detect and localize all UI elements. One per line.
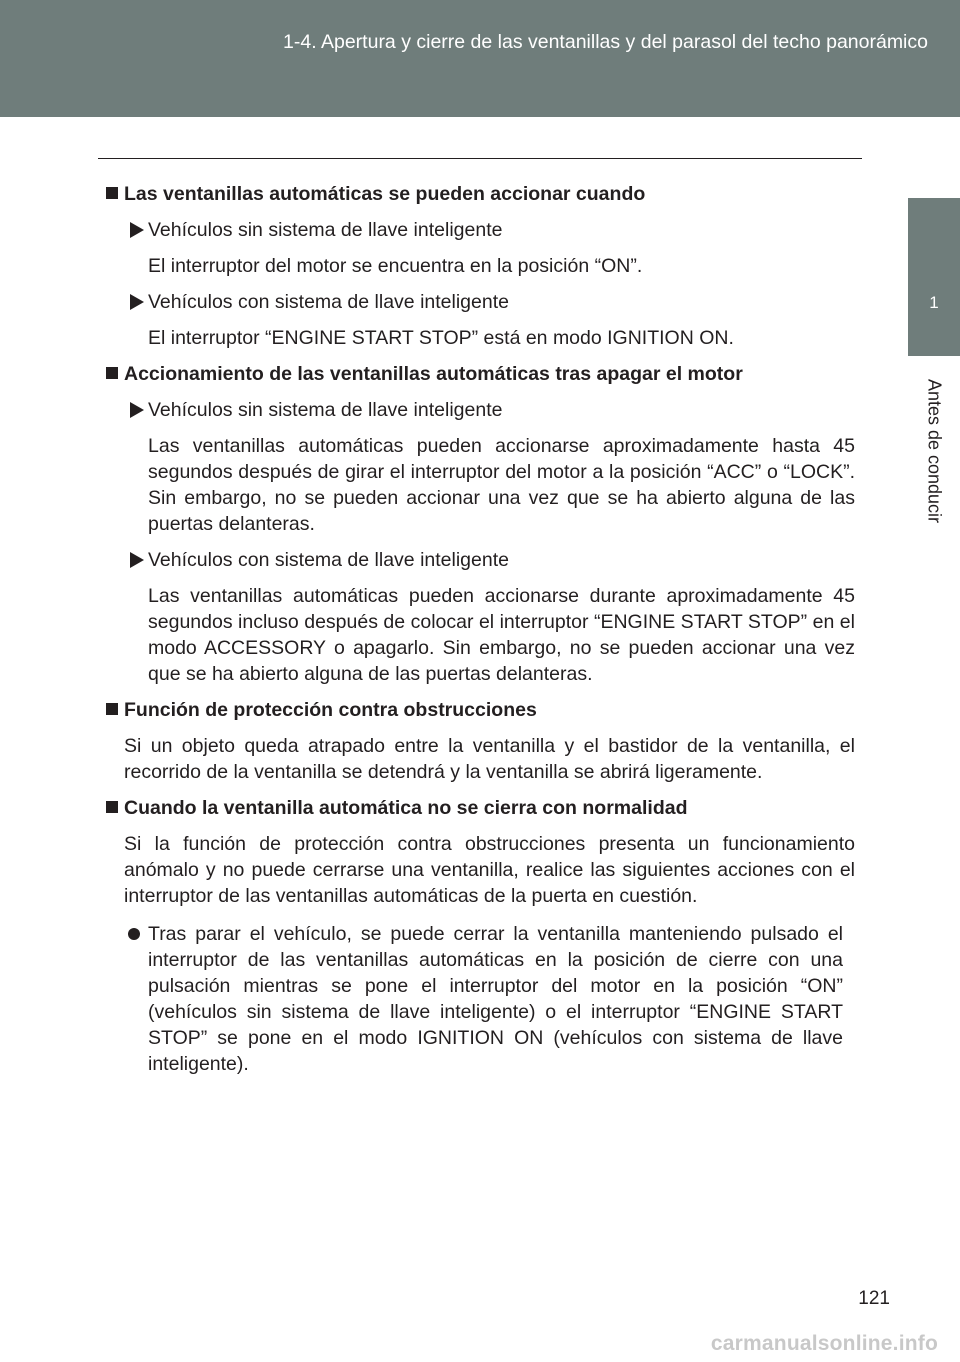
sub-heading: Vehículos con sistema de llave inteligente [130,289,855,315]
section-title: 1-4. Apertura y cierre de las ventanillas y del parasol del techo panorámico [283,31,928,53]
section-heading: Función de protección contra obstrucciones [100,697,855,723]
section-heading: Las ventanillas automáticas se pueden accionar cuando [100,181,855,207]
section-heading: Accionamiento de las ventanillas automáticas tras apagar el motor [100,361,855,387]
paragraph: El interruptor “ENGINE START STOP” está en modo IGNITION ON. [148,327,734,349]
paragraph: Si un objeto queda atrapado entre la ventanilla y el bastidor de la ventanilla, el recorrido de la ventanilla se detendrá y la ventanilla se abrirá ligeramente. [124,735,855,783]
section-heading: Cuando la ventanilla automática no se cierra con normalidad [100,795,855,821]
page-content [100,181,855,1077]
paragraph: Si la función de protección contra obstrucciones presenta un funcionamiento anómalo y no puede cerrarse una ventanilla, realice las siguientes acciones con el interruptor de las ventanillas automáticas de la puerta en cuestión. [124,833,855,907]
square-bullet-icon [106,367,118,379]
page-header [0,0,960,117]
watermark-logo: carmanualsonline.info [710,1332,938,1355]
triangle-marker-icon [130,402,144,418]
top-divider [98,158,862,159]
page-number: 121 [858,1288,890,1309]
triangle-marker-icon [130,552,144,568]
dot-bullet-icon [128,928,140,940]
square-bullet-icon [106,187,118,199]
paragraph: Las ventanillas automáticas pueden accionarse durante aproximadamente 45 segundos incluso después de colocar el interruptor “ENGINE START STOP” en el modo ACCESSORY o apagarlo. Sin embargo, no se pueden accionar una vez que se ha abierto alguna de las puertas delanteras. [148,585,855,685]
square-bullet-icon [106,801,118,813]
paragraph: El interruptor del motor se encuentra en la posición “ON”. [148,255,643,277]
square-bullet-icon [106,703,118,715]
chapter-number: 1 [929,293,939,312]
bullet-item: Tras parar el vehículo, se puede cerrar la ventanilla manteniendo pulsado el interruptor de las ventanillas automáticas en la posición de cierre con una pulsación mientras se pone el interruptor del motor en la posición “ON” (vehículos sin sistema de llave inteligente) o el interruptor “ENGINE START STOP” se pone en el modo IGNITION ON (vehículos con sistema de llave inteligente). [148,921,843,1077]
triangle-marker-icon [130,222,144,238]
paragraph: Las ventanillas automáticas pueden accionarse aproximadamente hasta 45 segundos después de girar el interruptor del motor a la posición “ACC” o “LOCK”. Sin embargo, no se pueden accionar una vez que se ha abierto alguna de las puertas delanteras. [148,435,855,535]
chapter-tab [908,198,960,356]
chapter-label-box [908,356,960,546]
sub-heading: Vehículos sin sistema de llave inteligente [130,397,855,423]
sub-heading: Vehículos sin sistema de llave inteligente [130,217,855,243]
chapter-label: Antes de conducir [924,378,945,524]
triangle-marker-icon [130,294,144,310]
sub-heading: Vehículos con sistema de llave inteligente [130,547,855,573]
